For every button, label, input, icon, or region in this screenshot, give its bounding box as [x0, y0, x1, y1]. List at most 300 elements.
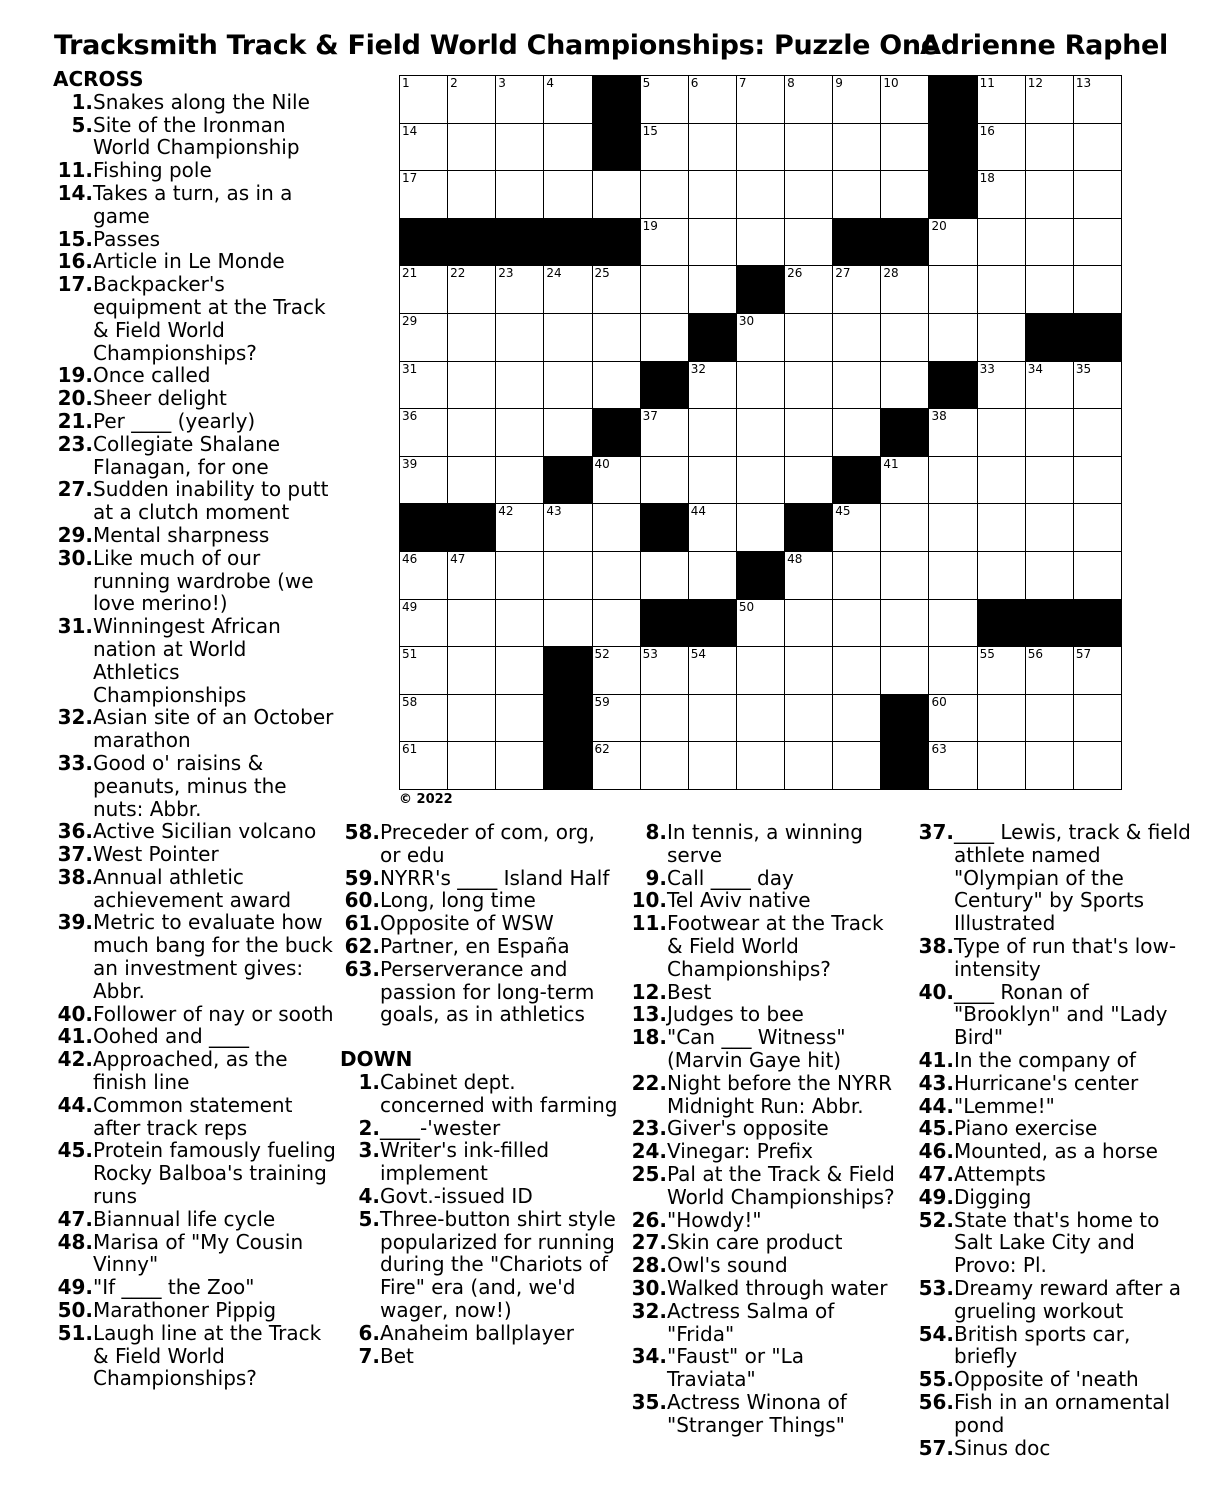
grid-cell[interactable]: [448, 76, 496, 124]
grid-cell[interactable]: [785, 457, 833, 505]
across-clue: [340, 889, 618, 912]
clue-number: 23.: [631, 1116, 667, 1141]
clue-number: 41.: [918, 1047, 954, 1072]
grid-cell[interactable]: [881, 504, 929, 552]
clue-number: 6.: [358, 1320, 380, 1345]
grid-cell[interactable]: [1074, 742, 1122, 790]
grid-cell[interactable]: [1026, 742, 1074, 790]
grid-cell[interactable]: [1074, 695, 1122, 743]
grid-cell[interactable]: [1074, 124, 1122, 172]
grid-cell[interactable]: [593, 457, 641, 505]
across-clue: [53, 524, 336, 547]
down-clue: [340, 1208, 618, 1322]
clue-number: 62.: [344, 933, 380, 958]
grid-cell[interactable]: [448, 742, 496, 790]
grid-cell[interactable]: [544, 76, 592, 124]
grid-cell[interactable]: [496, 266, 544, 314]
grid-cell[interactable]: [544, 362, 592, 410]
grid-cell[interactable]: [833, 695, 881, 743]
cell-number: 53: [642, 647, 658, 662]
grid-cell[interactable]: [496, 695, 544, 743]
grid-cell[interactable]: [593, 171, 641, 219]
grid-cell[interactable]: [400, 552, 448, 600]
grid-cell[interactable]: [496, 76, 544, 124]
grid-cell[interactable]: [1026, 457, 1074, 505]
across-clue: [53, 843, 336, 866]
grid-cell[interactable]: [689, 219, 737, 267]
grid-cell[interactable]: [1026, 695, 1074, 743]
grid-cell[interactable]: [737, 409, 785, 457]
copyright: © 2022: [399, 792, 453, 807]
grid-cell[interactable]: [978, 695, 1026, 743]
clue-number: 51.: [57, 1320, 93, 1345]
clue-number: 47.: [57, 1206, 93, 1231]
grid-cell[interactable]: [496, 504, 544, 552]
grid-cell[interactable]: [641, 695, 689, 743]
grid-cell[interactable]: [593, 600, 641, 648]
grid-cell[interactable]: [929, 600, 977, 648]
grid-cell[interactable]: [737, 600, 785, 648]
cell-number: 15: [642, 123, 658, 138]
grid-cell[interactable]: [737, 457, 785, 505]
grid-cell[interactable]: [833, 742, 881, 790]
grid-block: [833, 457, 881, 505]
grid-cell[interactable]: [881, 362, 929, 410]
clue-number: 56.: [918, 1389, 954, 1414]
clue-text: British sports car, briefly: [954, 1321, 1131, 1369]
grid-block: [400, 504, 448, 552]
grid-cell[interactable]: [737, 742, 785, 790]
grid-block: [1074, 600, 1122, 648]
grid-cell[interactable]: [1074, 362, 1122, 410]
grid-cell[interactable]: [448, 124, 496, 172]
clue-text: Perserverance and passion for long-term goals, as in athletics: [380, 956, 595, 1027]
grid-cell[interactable]: [689, 409, 737, 457]
cell-number: 44: [690, 504, 707, 519]
grid-cell[interactable]: [593, 695, 641, 743]
grid-cell[interactable]: [544, 409, 592, 457]
grid-cell[interactable]: [929, 409, 977, 457]
clue-text: Piano exercise: [954, 1116, 1098, 1141]
grid-cell[interactable]: [1026, 76, 1074, 124]
grid-cell[interactable]: [689, 76, 737, 124]
clue-number: 53.: [918, 1275, 954, 1300]
grid-cell[interactable]: [881, 171, 929, 219]
grid-cell[interactable]: [737, 695, 785, 743]
grid-cell[interactable]: [785, 695, 833, 743]
cell-number: 9: [835, 76, 843, 90]
clue-number: 60.: [344, 888, 380, 913]
grid-cell[interactable]: [1074, 266, 1122, 314]
grid-cell[interactable]: [1026, 124, 1074, 172]
grid-cell[interactable]: [400, 742, 448, 790]
down-clue: [627, 981, 899, 1004]
grid-cell[interactable]: [1074, 552, 1122, 600]
clue-number: 40.: [57, 1001, 93, 1026]
grid-cell[interactable]: [785, 600, 833, 648]
grid-cell[interactable]: [929, 552, 977, 600]
cell-number: 4: [546, 76, 555, 90]
grid-cell[interactable]: [881, 600, 929, 648]
clue-number: 1.: [358, 1069, 380, 1094]
grid-cell[interactable]: [448, 457, 496, 505]
cell-number: 19: [642, 218, 658, 233]
grid-cell[interactable]: [400, 124, 448, 172]
grid-cell[interactable]: [785, 552, 833, 600]
cell-number: 50: [738, 599, 755, 614]
grid-cell[interactable]: [833, 76, 881, 124]
grid-cell[interactable]: [689, 647, 737, 695]
grid-block: [833, 219, 881, 267]
grid-cell[interactable]: [978, 171, 1026, 219]
grid-cell[interactable]: [833, 266, 881, 314]
grid-cell[interactable]: [737, 171, 785, 219]
clue-number: 59.: [344, 865, 380, 890]
grid-cell[interactable]: [400, 171, 448, 219]
grid-cell[interactable]: [978, 504, 1026, 552]
clue-text: Sudden inability to putt at a clutch moment: [93, 477, 329, 525]
clue-number: 28.: [631, 1253, 667, 1278]
grid-cell[interactable]: [689, 362, 737, 410]
cell-number: 2: [450, 76, 458, 90]
grid-cell[interactable]: [929, 647, 977, 695]
clue-number: 49.: [918, 1184, 954, 1209]
clue-number: 57.: [918, 1435, 954, 1460]
grid-block: [978, 600, 1026, 648]
grid-cell[interactable]: [1074, 76, 1122, 124]
grid-cell[interactable]: [1026, 362, 1074, 410]
grid-cell[interactable]: [1026, 552, 1074, 600]
grid-block: [544, 647, 592, 695]
grid-cell[interactable]: [881, 266, 929, 314]
grid-cell[interactable]: [785, 124, 833, 172]
clue-text: Actress Winona of "Stranger Things": [667, 1389, 847, 1437]
clue-number: 45.: [918, 1116, 954, 1141]
grid-cell[interactable]: [881, 552, 929, 600]
grid-cell[interactable]: [833, 600, 881, 648]
across-clue: [53, 1299, 336, 1322]
clue-text: Footwear at the Track & Field World Championships?: [667, 911, 884, 981]
grid-cell[interactable]: [641, 742, 689, 790]
grid-cell[interactable]: [400, 409, 448, 457]
across-clue: [340, 912, 618, 935]
clue-text: In tennis, a winning serve: [667, 820, 863, 867]
puzzle-title: Tracksmith Track & Field World Championships: Puzzle One: [54, 30, 939, 61]
grid-cell[interactable]: [400, 314, 448, 362]
clue-number: 13.: [631, 1002, 667, 1027]
grid-cell[interactable]: [929, 219, 977, 267]
clue-number: 55.: [918, 1367, 954, 1392]
grid-cell[interactable]: [448, 647, 496, 695]
grid-cell[interactable]: [1026, 266, 1074, 314]
grid-cell[interactable]: [881, 647, 929, 695]
grid-cell[interactable]: [544, 314, 592, 362]
grid-cell[interactable]: [1026, 647, 1074, 695]
grid-cell[interactable]: [1074, 647, 1122, 695]
cell-number: 51: [402, 647, 418, 662]
grid-cell[interactable]: [737, 504, 785, 552]
grid-block: [448, 504, 496, 552]
grid-block: [544, 457, 592, 505]
grid-cell[interactable]: [593, 266, 641, 314]
grid-cell[interactable]: [737, 76, 785, 124]
grid-cell[interactable]: [400, 266, 448, 314]
cell-number: 18: [979, 171, 995, 186]
grid-cell[interactable]: [641, 124, 689, 172]
clue-number: 44.: [57, 1092, 93, 1117]
grid-cell[interactable]: [496, 457, 544, 505]
grid-cell[interactable]: [641, 647, 689, 695]
grid-block: [593, 76, 641, 124]
cell-number: 46: [402, 551, 418, 566]
grid-cell[interactable]: [689, 457, 737, 505]
grid-cell[interactable]: [593, 314, 641, 362]
down-clue: [914, 1186, 1194, 1209]
clue-number: 11.: [631, 911, 667, 936]
grid-cell[interactable]: [737, 647, 785, 695]
grid-block: [641, 504, 689, 552]
grid-cell[interactable]: [833, 552, 881, 600]
across-clue: [340, 867, 618, 890]
clue-text: NYRR's ____ Island Half: [380, 865, 610, 890]
grid-cell[interactable]: [1074, 457, 1122, 505]
grid-cell[interactable]: [1026, 171, 1074, 219]
grid-cell[interactable]: [737, 362, 785, 410]
grid-cell[interactable]: [641, 314, 689, 362]
grid-cell[interactable]: [1074, 409, 1122, 457]
grid-cell[interactable]: [833, 504, 881, 552]
grid-cell[interactable]: [544, 504, 592, 552]
grid-cell[interactable]: [400, 600, 448, 648]
grid-cell[interactable]: [689, 552, 737, 600]
grid-cell[interactable]: [641, 266, 689, 314]
clue-text: Oohed and ____: [93, 1024, 249, 1049]
down-clue: [627, 912, 899, 980]
grid-cell[interactable]: [400, 76, 448, 124]
clue-number: 14.: [57, 180, 93, 205]
grid-cell[interactable]: [833, 314, 881, 362]
grid-cell[interactable]: [496, 362, 544, 410]
grid-cell[interactable]: [593, 647, 641, 695]
grid-cell[interactable]: [1074, 171, 1122, 219]
grid-cell[interactable]: [496, 171, 544, 219]
clue-number: 25.: [631, 1161, 667, 1186]
down-clue: [914, 1163, 1194, 1186]
clue-text: Article in Le Monde: [93, 249, 285, 274]
grid-cell[interactable]: [929, 742, 977, 790]
clue-text: ____ Lewis, track & field athlete named "Olympian of the Century" by Sports Illustrated: [954, 820, 1191, 936]
grid-cell[interactable]: [448, 362, 496, 410]
grid-cell[interactable]: [448, 171, 496, 219]
grid-block: [785, 504, 833, 552]
grid-cell[interactable]: [978, 124, 1026, 172]
grid-cell[interactable]: [929, 266, 977, 314]
grid-cell[interactable]: [785, 362, 833, 410]
grid-cell[interactable]: [978, 76, 1026, 124]
grid-cell[interactable]: [641, 552, 689, 600]
grid-cell[interactable]: [881, 314, 929, 362]
clue-text: Mental sharpness: [93, 522, 270, 547]
grid-cell[interactable]: [641, 171, 689, 219]
grid-block: [881, 742, 929, 790]
grid-cell[interactable]: [833, 647, 881, 695]
clue-number: 22.: [631, 1070, 667, 1095]
clue-column-2: [340, 821, 618, 1367]
grid-cell[interactable]: [978, 314, 1026, 362]
grid-cell[interactable]: [641, 76, 689, 124]
down-clue: [914, 1072, 1194, 1095]
grid-cell[interactable]: [448, 600, 496, 648]
grid-cell[interactable]: [448, 409, 496, 457]
grid-cell[interactable]: [881, 76, 929, 124]
grid-cell[interactable]: [496, 600, 544, 648]
down-clue: [914, 821, 1194, 935]
puzzle-author: Adrienne Raphel: [920, 30, 1168, 61]
grid-cell[interactable]: [544, 171, 592, 219]
grid-cell[interactable]: [400, 362, 448, 410]
grid-cell[interactable]: [978, 457, 1026, 505]
cell-number: 55: [979, 647, 995, 662]
grid-block: [593, 219, 641, 267]
grid-cell[interactable]: [689, 124, 737, 172]
cell-number: 43: [546, 504, 562, 519]
clue-number: 4.: [358, 1183, 380, 1208]
grid-cell[interactable]: [448, 695, 496, 743]
grid-cell[interactable]: [929, 457, 977, 505]
grid-cell[interactable]: [593, 362, 641, 410]
cell-number: 30: [738, 313, 755, 328]
grid-cell[interactable]: [689, 742, 737, 790]
clue-text: Pal at the Track & Field World Championships?: [667, 1161, 895, 1209]
down-clue: [627, 1300, 899, 1346]
grid-cell[interactable]: [929, 314, 977, 362]
clue-text: Skin care product: [667, 1230, 843, 1255]
across-clue: [53, 1276, 336, 1299]
grid-cell[interactable]: [544, 124, 592, 172]
grid-cell[interactable]: [400, 457, 448, 505]
grid-cell[interactable]: [978, 409, 1026, 457]
grid-cell[interactable]: [833, 171, 881, 219]
cell-number: 56: [1027, 647, 1043, 662]
clue-text: Passes: [93, 226, 160, 251]
grid-cell[interactable]: [544, 600, 592, 648]
grid-cell[interactable]: [496, 647, 544, 695]
clue-text: Mounted, as a horse: [954, 1139, 1158, 1164]
grid-cell[interactable]: [689, 695, 737, 743]
clue-number: 32.: [631, 1298, 667, 1323]
grid-cell[interactable]: [593, 742, 641, 790]
across-clue: [53, 1003, 336, 1026]
grid-cell[interactable]: [978, 552, 1026, 600]
grid-cell[interactable]: [1074, 219, 1122, 267]
grid-cell[interactable]: [1026, 504, 1074, 552]
grid-cell[interactable]: [785, 742, 833, 790]
grid-cell[interactable]: [978, 362, 1026, 410]
grid-cell[interactable]: [737, 124, 785, 172]
grid-cell[interactable]: [689, 266, 737, 314]
down-clue: [627, 1277, 899, 1300]
grid-cell[interactable]: [1074, 504, 1122, 552]
grid-cell[interactable]: [641, 457, 689, 505]
grid-cell[interactable]: [689, 171, 737, 219]
clue-text: Marisa of "My Cousin Vinny": [93, 1229, 304, 1277]
clue-number: 50.: [57, 1298, 93, 1323]
grid-cell[interactable]: [785, 171, 833, 219]
clue-text: Annual athletic achievement award: [93, 864, 292, 912]
grid-cell[interactable]: [400, 647, 448, 695]
down-clue: [340, 1345, 618, 1368]
grid-cell[interactable]: [544, 266, 592, 314]
grid-cell[interactable]: [785, 314, 833, 362]
grid-cell[interactable]: [689, 504, 737, 552]
grid-cell[interactable]: [785, 219, 833, 267]
clue-text: Preceder of com, org, or edu: [380, 820, 595, 867]
grid-cell[interactable]: [448, 552, 496, 600]
cell-number: 41: [883, 456, 899, 471]
grid-cell[interactable]: [496, 124, 544, 172]
clue-number: 49.: [57, 1275, 93, 1300]
down-clue: [627, 1254, 899, 1277]
grid-cell[interactable]: [496, 742, 544, 790]
grid-cell[interactable]: [833, 362, 881, 410]
grid-cell[interactable]: [448, 314, 496, 362]
grid-cell[interactable]: [881, 124, 929, 172]
grid-cell[interactable]: [881, 457, 929, 505]
grid-cell[interactable]: [641, 219, 689, 267]
clue-number: 16.: [57, 249, 93, 274]
grid-cell[interactable]: [929, 504, 977, 552]
grid-cell[interactable]: [641, 409, 689, 457]
grid-cell[interactable]: [593, 552, 641, 600]
grid-cell[interactable]: [1026, 219, 1074, 267]
grid-cell[interactable]: [978, 647, 1026, 695]
grid-cell[interactable]: [400, 695, 448, 743]
grid-cell[interactable]: [737, 314, 785, 362]
clue-number: 41.: [57, 1024, 93, 1049]
grid-cell[interactable]: [978, 742, 1026, 790]
across-clue: [53, 433, 336, 479]
clue-text: Follower of nay or sooth: [93, 1001, 334, 1026]
grid-cell[interactable]: [496, 552, 544, 600]
across-clue: [53, 273, 336, 364]
grid-cell[interactable]: [785, 409, 833, 457]
cell-number: 48: [787, 551, 803, 566]
grid-cell[interactable]: [785, 266, 833, 314]
clue-text: Three-button shirt style popularized for running during the "Chariots of Fire" era (and, we'd wager, now!): [380, 1206, 616, 1322]
grid-cell[interactable]: [1026, 409, 1074, 457]
grid-cell[interactable]: [929, 695, 977, 743]
grid-cell[interactable]: [833, 124, 881, 172]
grid-cell[interactable]: [785, 647, 833, 695]
grid-cell[interactable]: [593, 504, 641, 552]
clue-text: "Howdy!": [667, 1207, 762, 1232]
grid-cell[interactable]: [978, 219, 1026, 267]
grid-cell[interactable]: [496, 409, 544, 457]
clue-number: 38.: [918, 933, 954, 958]
clue-number: 34.: [631, 1344, 667, 1369]
grid-cell[interactable]: [978, 266, 1026, 314]
crossword-grid[interactable]: [399, 75, 1122, 790]
grid-cell[interactable]: [833, 409, 881, 457]
clue-number: 21.: [57, 408, 93, 433]
grid-cell[interactable]: [496, 314, 544, 362]
grid-cell[interactable]: [544, 552, 592, 600]
grid-cell[interactable]: [785, 76, 833, 124]
clue-text: Sheer delight: [93, 386, 227, 411]
grid-cell[interactable]: [737, 219, 785, 267]
grid-cell[interactable]: [448, 266, 496, 314]
across-clue: [53, 1025, 336, 1048]
